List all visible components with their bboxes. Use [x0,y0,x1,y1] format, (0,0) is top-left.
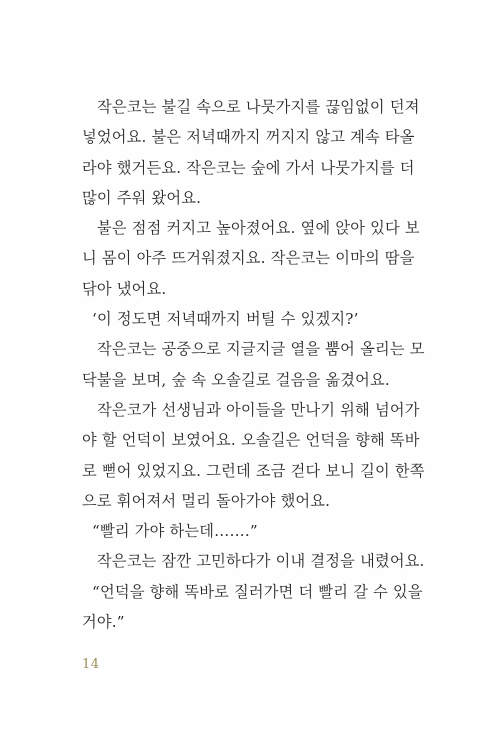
text-line: 작은코는 공중으로 지글지글 열을 뿜어 올리는 모 [97,340,425,359]
text-line: 넣었어요. 불은 저녁때까지 꺼지지 않고 계속 타올 [82,128,415,147]
text-line: ‘이 정도면 저녁때까지 버틸 수 있겠지?’ [92,310,359,329]
text-line: 로 뻗어 있었지요. 그런데 조금 걷다 보니 길이 한쪽 [82,461,425,480]
text-line: 작은코는 불길 속으로 나뭇가지를 끊임없이 던져 [97,98,420,116]
text-line: 거야.” [82,613,125,632]
text-line: 닦아 냈어요. [82,279,167,298]
text-line: 닥불을 보며, 숲 속 오솔길로 걸음을 옮겼어요. [82,370,390,389]
text-line: “빨리 가야 하는데…….” [92,522,258,541]
text-line: 니 몸이 아주 뜨거워졌지요. 작은코는 이마의 땀을 [82,249,415,268]
text-line: 작은코는 잠깐 고민하다가 이내 결정을 내렸어요. [97,552,425,571]
text-line: 많이 주워 왔어요. [82,188,202,207]
body-text [82,92,442,637]
text-line: 불은 점점 커지고 높아졌어요. 옆에 앉아 있다 보 [97,219,420,238]
text-line: 작은코가 선생님과 아이들을 만나기 위해 넘어가 [97,400,420,419]
text-line: 야 할 언덕이 보였어요. 오솔길은 언덕을 향해 똑바 [82,431,420,450]
page-number: 14 [82,657,100,672]
text-line: “언덕을 향해 똑바로 질러가면 더 빨리 갈 수 있을 [92,582,423,601]
text-line: 으로 휘어져서 멀리 돌아가야 했어요. [82,491,331,510]
text-line: 라야 했거든요. 작은코는 숲에 가서 나뭇가지를 더 [82,158,415,177]
